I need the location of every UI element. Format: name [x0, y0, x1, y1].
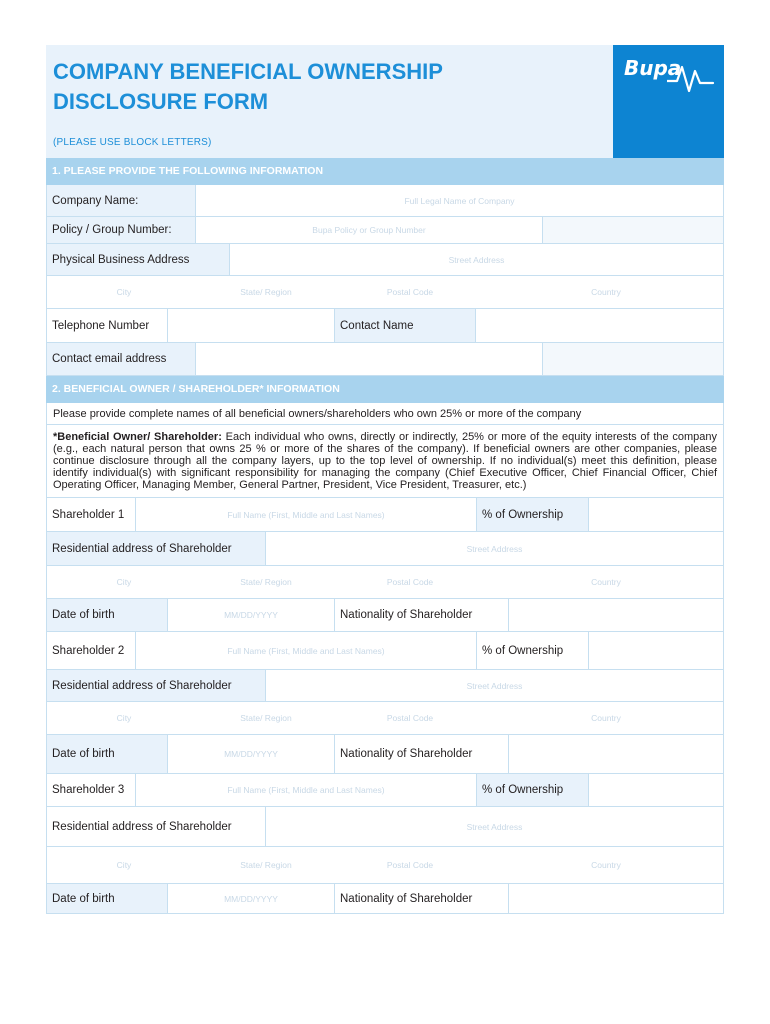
telephone-contact-row — [46, 309, 724, 343]
shareholder-1-country-input[interactable]: Country — [489, 566, 723, 598]
shareholder-2-ownership-label: % of Ownership — [477, 632, 589, 669]
shareholder-3-postal-input[interactable]: Postal Code — [331, 847, 489, 883]
shareholder-2-nationality-label: Nationality of Shareholder — [335, 735, 509, 773]
shareholder-2-name-input[interactable]: Full Name (First, Middle and Last Names) — [136, 632, 477, 669]
business-state-input[interactable]: State/ Region — [201, 276, 331, 308]
shareholder-2-nationality-input[interactable] — [509, 735, 723, 773]
email-label: Contact email address — [47, 343, 196, 375]
shareholder-3-ownership-input[interactable] — [589, 774, 723, 806]
shareholder-3-dob-row — [46, 884, 724, 914]
policy-row — [46, 217, 724, 244]
beneficial-owner-definition — [46, 425, 724, 498]
shareholder-1-dob-label: Date of birth — [47, 599, 168, 631]
shareholder-1-label: Shareholder 1 — [47, 498, 136, 531]
shareholder-2-state-input[interactable]: State/ Region — [201, 702, 331, 734]
shareholder-1-city-row — [46, 566, 724, 599]
shareholder-1-street-input[interactable]: Street Address — [266, 532, 723, 565]
policy-input[interactable]: Bupa Policy or Group Number — [196, 217, 543, 243]
shareholder-3-label: Shareholder 3 — [47, 774, 136, 806]
disclosure-form — [46, 45, 724, 914]
heartbeat-icon — [667, 61, 715, 95]
business-street-input[interactable]: Street Address — [230, 244, 723, 275]
definition-text: Each individual who owns, directly or indirectly, 25% or more of the equity interests of the company (e.g., each natural person that owns 25 % or more of the shares of the company). If beneficial owners are other companies, please continue disclosure through all the company layers, up to the top level of ownership. If no individual(s) meet this definition, please identify individual(s) with significant responsibility for managing the company (Chief Executive Officer, Chief Financial Officer, Chief Operating Officer, Managing Member, General Partner, President, Vice President, Treasurer, etc.) — [53, 431, 717, 491]
shareholder-2-address-label: Residential address of Shareholder — [47, 670, 266, 701]
company-name-row — [46, 185, 724, 217]
page-title: COMPANY BENEFICIAL OWNERSHIP DISCLOSURE FORM — [53, 59, 443, 114]
shareholder-3-row — [46, 774, 724, 807]
business-country-input[interactable]: Country — [489, 276, 723, 308]
shareholder-1-ownership-label: % of Ownership — [477, 498, 589, 531]
email-row — [46, 343, 724, 376]
telephone-label: Telephone Number — [47, 309, 168, 342]
shareholder-2-dob-row — [46, 735, 724, 774]
policy-extra-input[interactable] — [543, 217, 723, 243]
company-name-input[interactable]: Full Legal Name of Company — [196, 185, 723, 216]
shareholder-1-dob-input[interactable]: MM/DD/YYYY — [168, 599, 335, 631]
shareholder-2-street-input[interactable]: Street Address — [266, 670, 723, 701]
shareholder-1-address-row — [46, 532, 724, 566]
shareholder-3-country-input[interactable]: Country — [489, 847, 723, 883]
section-2-heading: 2. BENEFICIAL OWNER / SHAREHOLDER* INFORMATION — [46, 376, 724, 403]
shareholder-2-country-input[interactable]: Country — [489, 702, 723, 734]
shareholder-2-postal-input[interactable]: Postal Code — [331, 702, 489, 734]
shareholder-1-state-input[interactable]: State/ Region — [201, 566, 331, 598]
shareholder-3-nationality-label: Nationality of Shareholder — [335, 884, 509, 913]
shareholder-3-street-input[interactable]: Street Address — [266, 807, 723, 846]
shareholder-3-ownership-label: % of Ownership — [477, 774, 589, 806]
shareholder-1-row — [46, 498, 724, 532]
section-1-heading: 1. PLEASE PROVIDE THE FOLLOWING INFORMATION — [46, 158, 724, 185]
shareholder-3-dob-input[interactable]: MM/DD/YYYY — [168, 884, 335, 913]
shareholder-3-name-input[interactable]: Full Name (First, Middle and Last Names) — [136, 774, 477, 806]
definition-term: *Beneficial Owner/ Shareholder: — [53, 431, 222, 443]
form-subtitle: (PLEASE USE BLOCK LETTERS) — [53, 137, 212, 148]
business-address-row — [46, 244, 724, 276]
section-2-intro: Please provide complete names of all beneficial owners/shareholders who own 25% or more of the company — [46, 403, 724, 425]
shareholder-2-label: Shareholder 2 — [47, 632, 136, 669]
shareholder-1-address-label: Residential address of Shareholder — [47, 532, 266, 565]
company-name-label: Company Name: — [47, 185, 196, 216]
shareholder-1-postal-input[interactable]: Postal Code — [331, 566, 489, 598]
shareholder-3-city-row — [46, 847, 724, 884]
telephone-input[interactable] — [168, 309, 335, 342]
shareholder-3-dob-label: Date of birth — [47, 884, 168, 913]
shareholder-2-city-row — [46, 702, 724, 735]
logo-text: Bupa — [624, 56, 682, 80]
shareholder-1-nationality-input[interactable] — [509, 599, 723, 631]
shareholder-1-name-input[interactable]: Full Name (First, Middle and Last Names) — [136, 498, 477, 531]
shareholder-2-dob-input[interactable]: MM/DD/YYYY — [168, 735, 335, 773]
business-postal-input[interactable]: Postal Code — [331, 276, 489, 308]
business-address-label: Physical Business Address — [47, 244, 230, 275]
shareholder-1-nationality-label: Nationality of Shareholder — [335, 599, 509, 631]
shareholder-3-address-row — [46, 807, 724, 847]
shareholder-2-dob-label: Date of birth — [47, 735, 168, 773]
shareholder-1-city-input[interactable]: City — [47, 566, 201, 598]
business-city-row — [46, 276, 724, 309]
shareholder-3-nationality-input[interactable] — [509, 884, 723, 913]
shareholder-2-ownership-input[interactable] — [589, 632, 723, 669]
shareholder-3-address-label: Residential address of Shareholder — [47, 807, 266, 846]
shareholder-3-state-input[interactable]: State/ Region — [201, 847, 331, 883]
shareholder-2-city-input[interactable]: City — [47, 702, 201, 734]
shareholder-2-address-row — [46, 670, 724, 702]
form-header — [46, 45, 724, 158]
bupa-logo — [613, 45, 724, 158]
business-city-input[interactable]: City — [47, 276, 201, 308]
shareholder-3-city-input[interactable]: City — [47, 847, 201, 883]
contact-name-input[interactable] — [476, 309, 723, 342]
email-input[interactable] — [196, 343, 543, 375]
contact-name-label: Contact Name — [335, 309, 476, 342]
shareholder-2-row — [46, 632, 724, 670]
shareholder-1-ownership-input[interactable] — [589, 498, 723, 531]
email-extra-input[interactable] — [543, 343, 723, 375]
policy-label: Policy / Group Number: — [47, 217, 196, 243]
shareholder-1-dob-row — [46, 599, 724, 632]
